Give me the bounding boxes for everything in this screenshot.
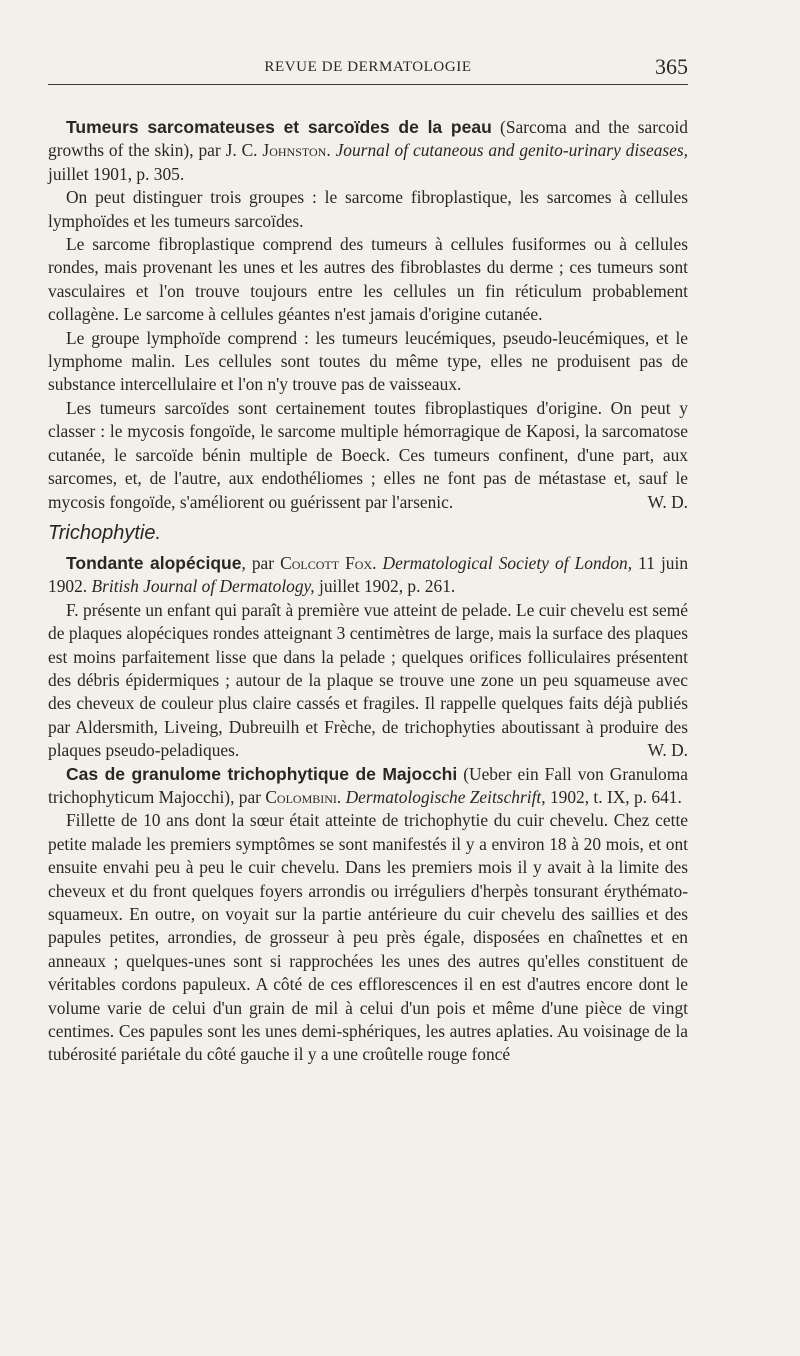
paragraph: On peut distinguer trois groupes : le sarcome fibroplastique, les sarcomes à cellules lymphoïdes et les tumeurs sarcoïdes.: [48, 187, 688, 231]
entry-author: Colcott Fox: [280, 552, 373, 573]
section-title: Trichophytie.: [48, 521, 162, 544]
paragraph-text: F. présente un enfant qui paraît à première vue atteint de pelade. Le cuir chevelu est semé de plaques alopéciques rondes atteignant 3 centimètres de large, mais la surface des plaques est moins parfaitement lisse que dans la pelade ; quelques orifices folliculaires présentent des débris épidermiques ; autour de la plaque se trouve une zone un peu squameuse avec des cheveux de couleur plus claire cassés et fragiles. Il rappelle quelques faits déjà publiés par Aldersmith, Liveing, Dubreuilh et Frèche, de trichophyties aboutissant à produire des plaques pseudo-peladiques.: [48, 599, 688, 761]
paragraph: [48, 397, 688, 514]
entry-title: Tondante alopécique: [66, 552, 242, 573]
entry-author: Johnston: [262, 140, 327, 161]
entry-heading: [48, 116, 688, 186]
signature: W. D.: [647, 740, 688, 761]
entry-author: Colombini: [265, 786, 337, 807]
page-content: [48, 116, 688, 1067]
page-header: [48, 56, 688, 85]
entry-journal: Dermatological Society of London,: [382, 552, 633, 573]
entry-reference: juillet 1901, p. 305.: [48, 163, 185, 184]
entry-reference: juillet 1902, p. 261.: [314, 576, 456, 597]
entry-reference: (Ueber ein Fall von Granuloma trichophyticum Majocchi), par: [48, 763, 688, 807]
entry-reference: .: [336, 786, 346, 807]
entry-reference: .: [326, 140, 336, 161]
page-number: 365: [655, 54, 688, 79]
entry-journal: Journal of cutaneous and genito-urinary diseases,: [335, 140, 688, 161]
paragraph: Fillette de 10 ans dont la sœur était atteinte de trichophytie du cuir chevelu. Chez cette petite malade les premiers symptômes se sont manifestés il y a environ 18 à 20 mois, et ont ensuite envahi peu à peu le cuir chevelu. Dans les premiers mois il y avait à la limite des cheveux et du front quelques foyers arrondis ou irréguliers d'herpès tonsurant érythémato-squameux. En outre, on voyait sur la partie antérieure du cuir chevelu des saillies et des papules petites, arrondies, de grosseur à peu près égale, disposées en chaînettes et en anneaux ; quelques-unes sont si rapprochées les unes des autres qu'elles constituent de véritables cordons papuleux. A côté de ces efflorescences il en est d'autres encore dont le volume varie de celui d'un grain de mil à celui d'un pois et même d'une pièce de vingt centimes. Ces papules sont les unes demi-sphériques, les autres aplaties. Au voisinage de la tubérosité pariétale du côté gauche il y a une croûtelle rouge foncé: [48, 810, 688, 1065]
entry-journal: Dermatologische Zeitschrift,: [345, 786, 546, 807]
signature: W. D.: [647, 491, 688, 512]
entry-heading: [48, 552, 688, 599]
entry-heading: [48, 763, 688, 810]
entry-journal: British Journal of Dermatology,: [91, 576, 315, 597]
running-title: REVUE DE DERMATOLOGIE: [264, 59, 472, 75]
entry-reference: 11 juin 1902.: [48, 552, 689, 597]
paragraph: [48, 599, 688, 763]
entry-reference: 1902, t. IX, p. 641.: [545, 786, 682, 807]
entry-reference: , par: [241, 552, 281, 573]
entry-reference: .: [372, 552, 383, 573]
entry-title: Cas de granulome trichophytique de Majocchi: [66, 763, 458, 784]
paragraph: Le groupe lymphoïde comprend : les tumeurs leucémiques, pseudo-leucémiques, et le lymphome malin. Les cellules sont toutes du même type, elles ne produisent pas de substance intercellulaire et l'on n'y trouve pas de vaisseaux.: [48, 327, 688, 395]
paragraph: Le sarcome fibroplastique comprend des tumeurs à cellules fusiformes ou à cellules rondes, mais provenant les unes et les autres des fibroblastes du derme ; ces tumeurs sont vasculaires et l'on trouve toujours entre les cellules un fin réticulum probablement collagène. Le sarcome à cellules géantes n'est jamais d'origine cutanée.: [48, 234, 688, 325]
entry-title: Tumeurs sarcomateuses et sarcoïdes de la peau: [66, 117, 492, 137]
entry-reference: (Sarcoma and the sarcoid growths of the skin), par J. C.: [48, 117, 688, 161]
paragraph-text: Les tumeurs sarcoïdes sont certainement toutes fibroplastiques d'origine. On peut y classer : le mycosis fongoïde, le sarcome multiple hémorragique de Kaposi, la sarcomatose cutanée, le sarcoïde bénin multiple de Boeck. Ces tumeurs confinent, d'une part, aux sarcomes, et, de l'autre, aux endothéliomes ; elles ne font pas de métastase et, sauf le mycosis fongoïde, s'améliorent ou guérissent par l'arsenic.: [48, 397, 688, 512]
